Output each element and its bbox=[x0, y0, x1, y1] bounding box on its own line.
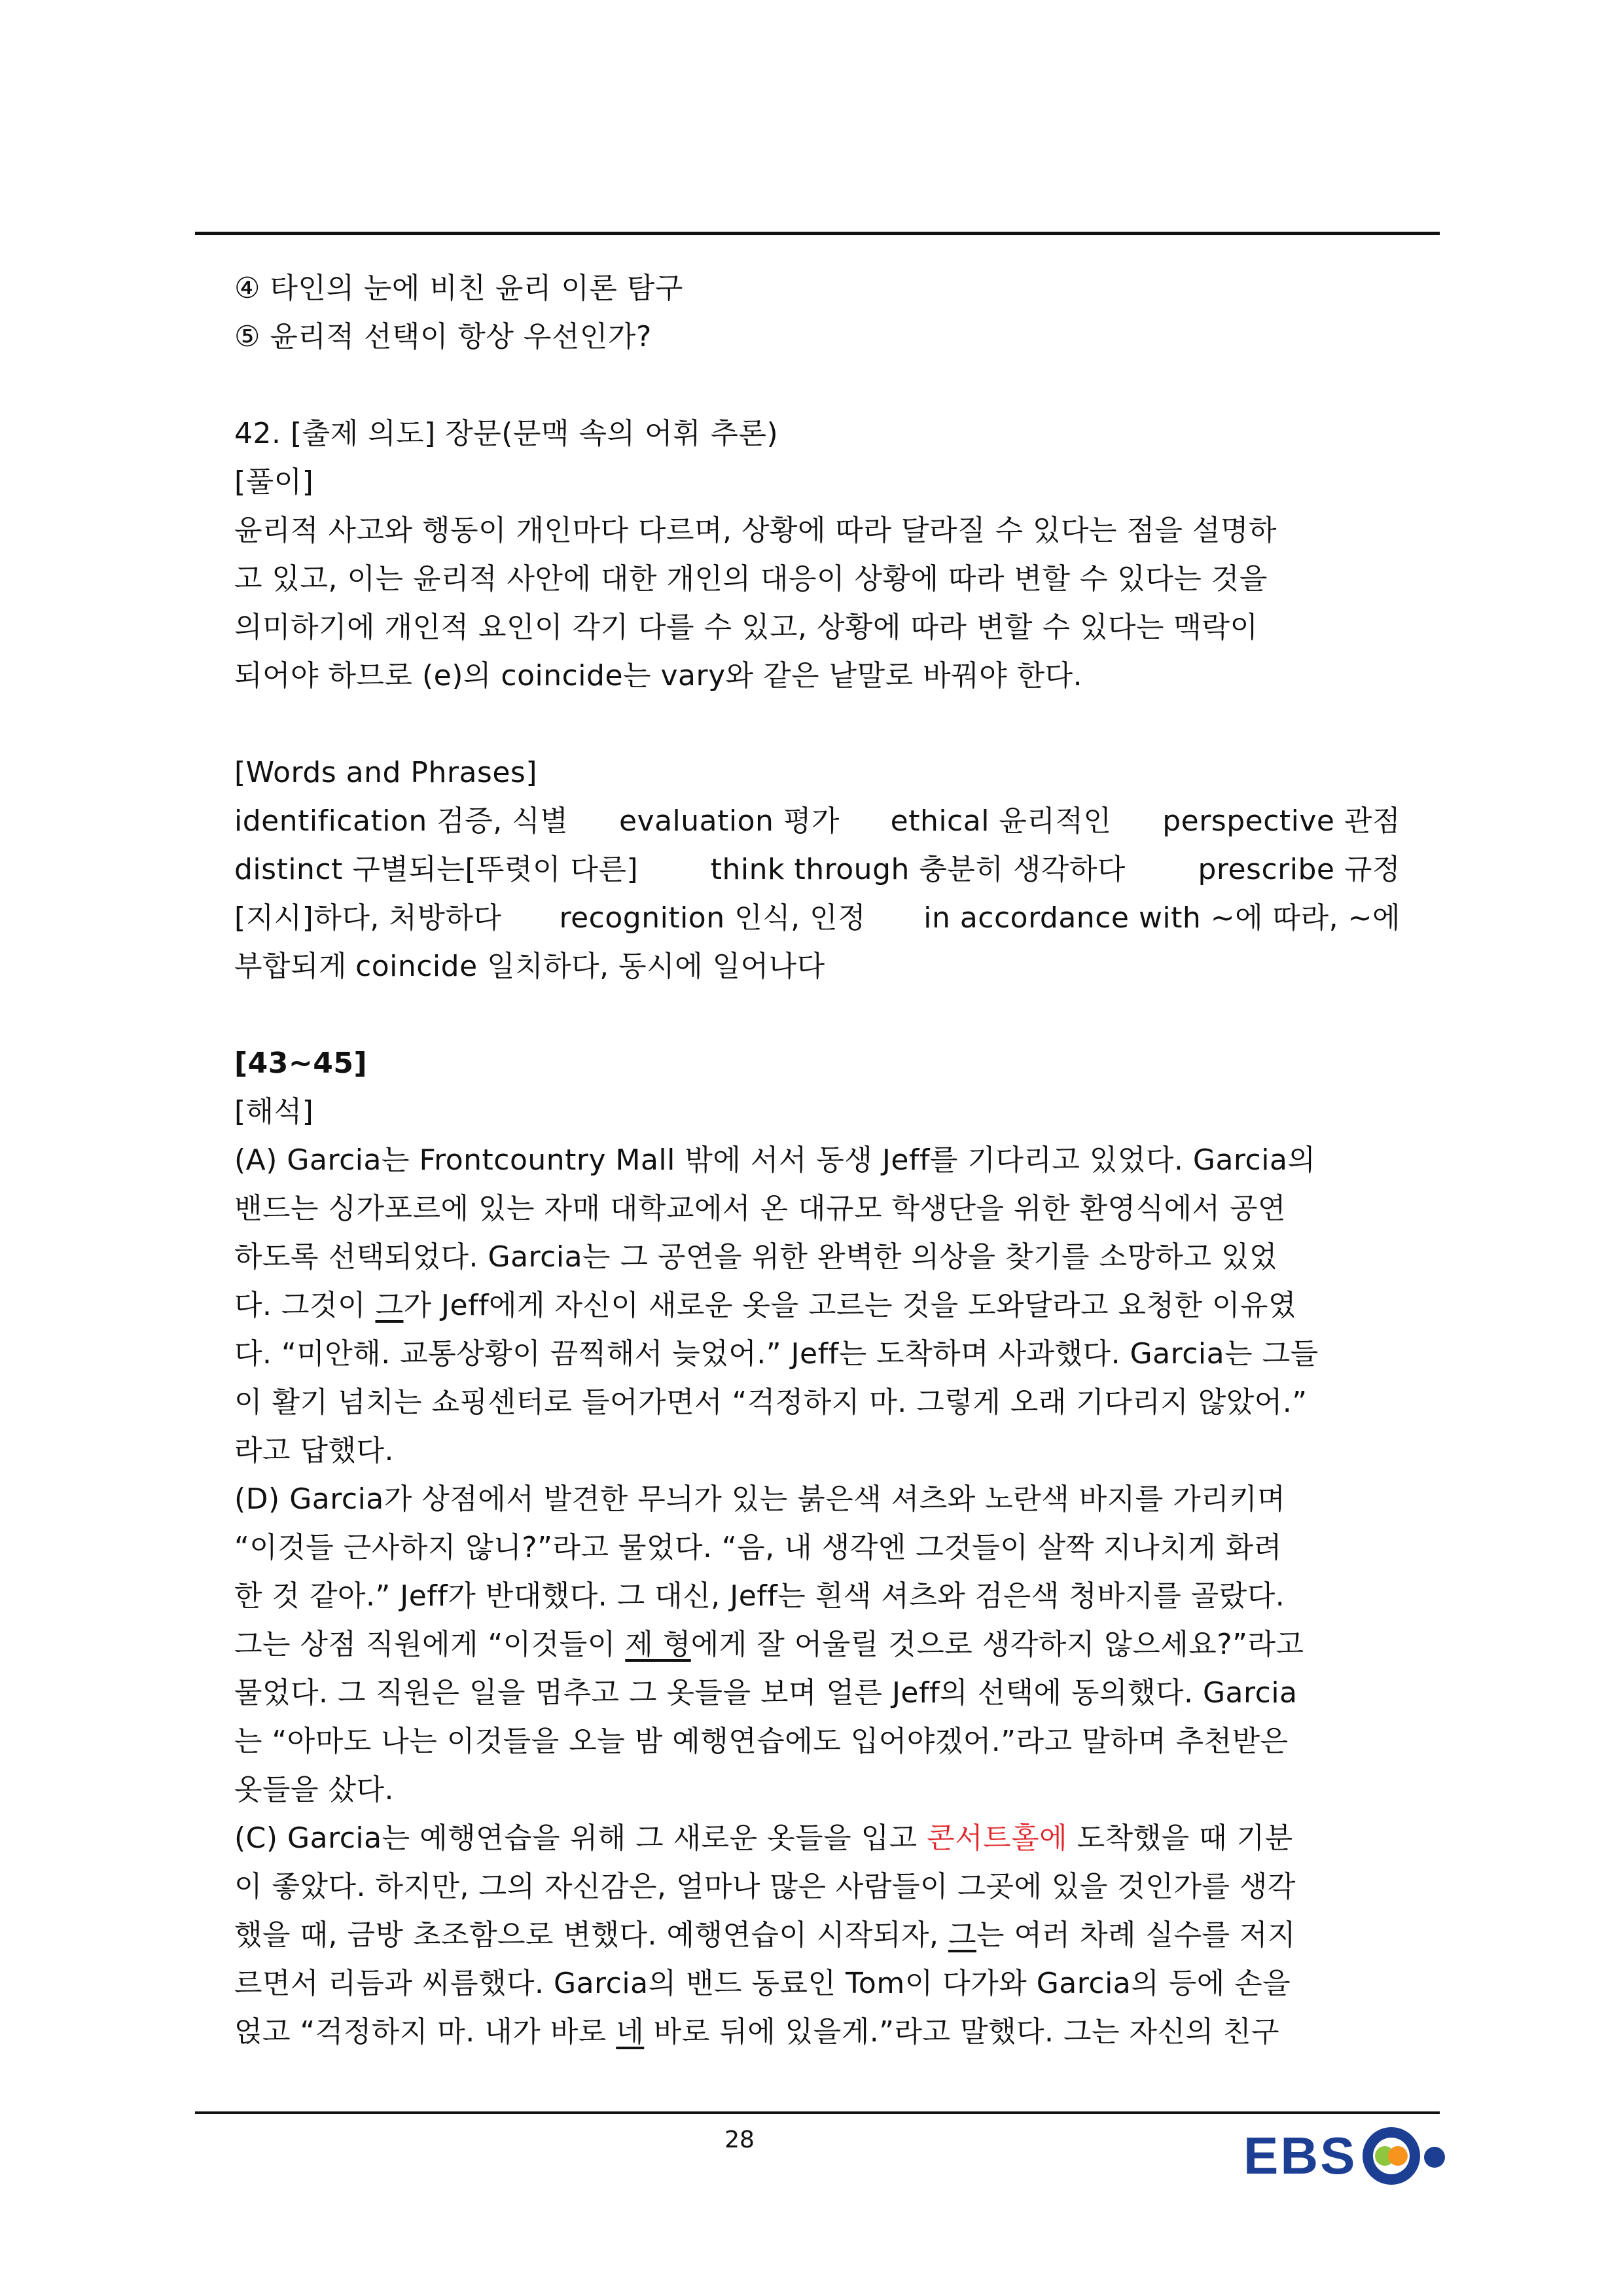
underlined-ref: 그 bbox=[948, 1918, 976, 1952]
translation-line: 다. “미안해. 교통상황이 끔찍해서 늦었어.” Jeff는 도착하며 사과했다. Garcia는 그들 bbox=[234, 1337, 1319, 1371]
translation-line: 는 “아마도 나는 이것들을 오늘 밤 예행연습에도 입어야겠어.”라고 말하며 추천받은 bbox=[234, 1725, 1289, 1758]
translation-line: 그는 상점 직원에게 “이것들이 제 형에게 잘 어울릴 것으로 생각하지 않으세요?”라고 bbox=[234, 1628, 1304, 1661]
ebs-logo-mark-icon bbox=[1357, 2123, 1449, 2189]
spacer bbox=[234, 361, 1400, 410]
translation-line: 르면서 리듬과 씨름했다. Garcia의 밴드 동료인 Tom이 다가와 Garcia의 등에 손을 bbox=[234, 1967, 1291, 2000]
solution-line-4: 되어야 하므로 (e)의 coincide는 vary와 같은 낱말로 바꿔야 한다. bbox=[234, 659, 1083, 692]
translation-line: 얹고 “걱정하지 마. 내가 바로 네 바로 뒤에 있을게.”라고 말했다. 그는 자신의 친구 bbox=[234, 2015, 1280, 2049]
choice-4: ④ 타인의 눈에 비친 윤리 이론 탐구 bbox=[234, 272, 683, 305]
solution-label: [풀이] bbox=[234, 465, 314, 499]
spacer bbox=[234, 991, 1400, 1039]
translation-line: 물었다. 그 직원은 일을 멈추고 그 옷들을 보며 얼른 Jeff의 선택에 동의했다. Garcia bbox=[234, 1676, 1298, 1710]
page-content bbox=[234, 264, 1400, 2056]
ebs-logo bbox=[1243, 2123, 1459, 2189]
translation-line: 했을 때, 금방 초조함으로 변했다. 예행연습이 시작되자, 그는 여러 차례 실수를 저지 bbox=[234, 1918, 1296, 1952]
solution-line-2: 고 있고, 이는 윤리적 사안에 대한 개인의 대응이 상황에 따라 변할 수 있다는 것을 bbox=[234, 562, 1268, 596]
translation-line: “이것들 근사하지 않니?”라고 물었다. “음, 내 생각엔 그것들이 살짝 지나치게 화려 bbox=[234, 1531, 1282, 1564]
question-42-heading: 42. [출제 의도] 장문(문맥 속의 어휘 추론) bbox=[234, 417, 779, 450]
vocab-line-2: distinct 구별되는[뚜렷이 다른] think through 충분히 생각하다 prescribe 규정 bbox=[234, 853, 1400, 886]
translation-line: 라고 답했다. bbox=[234, 1434, 394, 1467]
section-43-45-heading: [43~45] bbox=[234, 1047, 368, 1080]
vocab-line-1: identification 검증, 식별 evaluation 평가 ethical 윤리적인 perspective 관점 bbox=[234, 804, 1400, 838]
highlighted-text: 콘서트홀에 bbox=[927, 1821, 1068, 1855]
footer-rule bbox=[195, 2111, 1440, 2114]
translation-line: 밴드는 싱가포르에 있는 자매 대학교에서 온 대규모 학생단을 위한 환영식에서 공연 bbox=[234, 1192, 1286, 1225]
vocab-line-4: 부합되게 coincide 일치하다, 동시에 일어나다 bbox=[234, 950, 825, 983]
header-rule bbox=[195, 232, 1440, 235]
logo-dot-blue bbox=[1424, 2147, 1445, 2168]
spacer bbox=[234, 700, 1400, 749]
words-phrases-label: [Words and Phrases] bbox=[234, 756, 537, 789]
translation-line: 다. 그것이 그가 Jeff에게 자신이 새로운 옷을 고르는 것을 도와달라고 요청한 이유였 bbox=[234, 1289, 1297, 1322]
translation-label: [해석] bbox=[234, 1095, 314, 1128]
solution-line-3: 의미하기에 개인적 요인이 각기 다를 수 있고, 상황에 따라 변할 수 있다는 맥락이 bbox=[234, 611, 1258, 644]
underlined-ref: 그 bbox=[375, 1289, 404, 1322]
translation-line: (A) Garcia는 Frontcountry Mall 밖에 서서 동생 Jeff를 기다리고 있었다. Garcia의 bbox=[234, 1143, 1316, 1177]
logo-dot-orange bbox=[1388, 2146, 1408, 2166]
translation-line: 한 것 같아.” Jeff가 반대했다. 그 대신, Jeff는 흰색 셔츠와 검은색 청바지를 골랐다. bbox=[234, 1579, 1285, 1613]
translation-line: 하도록 선택되었다. Garcia는 그 공연을 위한 완벽한 의상을 찾기를 소망하고 있었 bbox=[234, 1240, 1278, 1274]
page-number: 28 bbox=[724, 2126, 755, 2153]
translation-line: 이 활기 넘치는 쇼핑센터로 들어가면서 “걱정하지 마. 그렇게 오래 기다리지 않았어.” bbox=[234, 1386, 1308, 1419]
translation-line: 옷들을 샀다. bbox=[234, 1773, 394, 1806]
logo-text: EBS bbox=[1243, 2126, 1357, 2185]
underlined-ref: 네 bbox=[616, 2015, 645, 2049]
choice-5: ⑤ 윤리적 선택이 항상 우선인가? bbox=[234, 320, 652, 353]
translation-line: (D) Garcia가 상점에서 발견한 무늬가 있는 붉은색 셔츠와 노란색 바지를 가리키며 bbox=[234, 1482, 1286, 1516]
underlined-ref: 제 형 bbox=[625, 1628, 691, 1661]
translation-line: 이 좋았다. 하지만, 그의 자신감은, 얼마나 많은 사람들이 그곳에 있을 것인가를 생각 bbox=[234, 1870, 1296, 1903]
translation-line: (C) Garcia는 예행연습을 위해 그 새로운 옷들을 입고 콘서트홀에 도착했을 때 기분 bbox=[234, 1821, 1293, 1855]
solution-line-1: 윤리적 사고와 행동이 개인마다 다르며, 상황에 따라 달라질 수 있다는 점을 설명하 bbox=[234, 514, 1277, 547]
vocab-line-3: [지시]하다, 처방하다 recognition 인식, 인정 in accordance with ~에 따라, ~에 bbox=[234, 901, 1400, 935]
